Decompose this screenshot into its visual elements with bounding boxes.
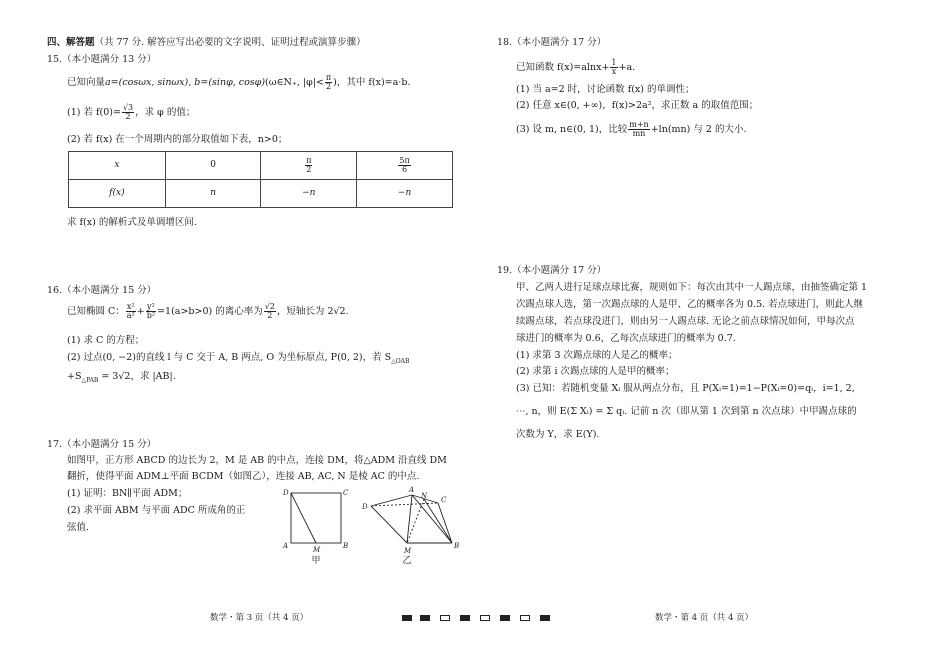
q19-line4: 球进门的概率为 0.6，乙每次点球进门的概率为 0.7. <box>516 333 736 344</box>
figure-jia-caption: 甲 <box>311 556 321 566</box>
q15-part2: (2) 若 f(x) 在一个周期内的部分取值如下表，n>0； <box>67 134 288 145</box>
q16-stem-a: 已知椭圆 C： <box>67 306 125 317</box>
q15-stem <box>67 74 410 91</box>
table-cell: −n <box>357 180 453 208</box>
square-abcd <box>291 493 341 543</box>
table-row <box>69 152 453 180</box>
segment-dm <box>291 493 316 543</box>
table-cell: 0 <box>165 152 261 180</box>
marker-square-empty <box>440 615 450 621</box>
q16-ecc-fraction: $\frac{√2}{2}$ <box>264 302 275 320</box>
q18-part2: (2) 任意 x∈(0, +∞)，f(x)>2a²，求正数 a 的取值范围； <box>516 100 759 111</box>
edge-dm <box>371 506 407 543</box>
q15-pi-fraction: $\frac{\pi}{2}$ <box>325 73 332 91</box>
vertex-label-m: M <box>313 546 321 554</box>
q17-part1: (1) 证明：BN∥平面 ADM； <box>67 488 188 499</box>
q19-header: 19.（本小题满分 17 分） <box>497 265 607 276</box>
q15-part1-a: (1) 若 f(0)= <box>67 107 121 118</box>
q15-stem-end: )，其中 f(x)=a·b. <box>333 77 411 88</box>
table-cell: −n <box>261 180 357 208</box>
q18-fraction: $\frac{1}{x}$ <box>611 58 617 76</box>
q15-part1-fraction: $\frac{√3}{2}$ <box>122 103 134 121</box>
q19-part2: (2) 求第 i 次踢点球的人是甲的概率； <box>516 366 675 377</box>
q18-part3-b: +ln(mn) 与 2 的大小. <box>650 124 747 135</box>
q17-part2a: (2) 求平面 ABM 与平面 ADC 所成角的正 <box>67 505 246 516</box>
section-note: （共 77 分. 解答应写出必要的文字说明、证明过程或演算步骤） <box>94 37 366 48</box>
q15-part1 <box>67 104 195 121</box>
q16-part2-a: (2) 过点(0, −2)的直线 l 与 C 交于 A, B 两点, O 为坐标原点, P(0, 2)，若 S <box>67 352 392 363</box>
q19-line2: 次踢点球人选，第一次踢点球的人是甲、乙的概率各为 0.5. 若点球进门，则此人继 <box>516 299 864 310</box>
q18-stem-b: +a. <box>618 62 636 73</box>
edge-da <box>371 495 412 506</box>
q15-header: 15.（本小题满分 13 分） <box>47 54 157 65</box>
table-cell <box>261 152 357 180</box>
footer-page-3: 数学・第 3 页（共 4 页） <box>210 613 309 623</box>
q18-stem <box>516 59 635 76</box>
table-cell: x <box>69 152 166 180</box>
edge-nb <box>424 499 452 543</box>
figure-yi <box>360 486 460 568</box>
q15-ask: 求 f(x) 的解析式及单调增区间. <box>67 217 197 228</box>
edge-cb <box>438 503 452 543</box>
q19-part3-line2: ⋯, n，则 E(Σ Xᵢ) = Σ qᵢ. 记前 n 次（即从第 1 次到第 n 次点球）中甲踢点球的 <box>516 406 857 417</box>
marker-square-filled <box>402 615 412 621</box>
q15-stem-text: 已知向量 <box>67 77 106 88</box>
q19-line3: 续踢点球，若点球没进门，则由另一人踢点球. 无论之前点球情况如何，甲每次点 <box>516 316 855 327</box>
section-title: 四、解答题 <box>47 37 95 48</box>
q18-part3 <box>516 121 746 138</box>
section-header <box>47 37 366 49</box>
vertex-label-b: B <box>343 542 349 550</box>
vertex-label-c: C <box>343 489 349 497</box>
q16-stem <box>67 303 349 320</box>
q17-line1: 如图甲，正方形 ABCD 的边长为 2，M 是 AB 的中点，连接 DM，将△ADM 沿直线 DM <box>67 455 447 466</box>
table-cell: n <box>165 180 261 208</box>
edge-am <box>407 495 412 543</box>
q16-part2-cont <box>67 371 176 384</box>
q16-header: 16.（本小题满分 15 分） <box>47 285 157 296</box>
q18-stem-a: 已知函数 f(x)=alnx+ <box>516 62 610 73</box>
table-cell <box>357 152 453 180</box>
q17-part2b: 弦值. <box>67 522 90 533</box>
vertex-label-n: N <box>421 492 428 500</box>
q16-stem-c: ，短轴长为 2√2. <box>276 306 349 317</box>
q16-stem-b: =1(a>b>0) 的离心率为 <box>157 306 263 317</box>
q15-part1-b: ，求 φ 的值； <box>135 107 196 118</box>
table-fraction-5pi-6: $\frac{5\pi}{6}$ <box>399 156 410 174</box>
q18-part3-a: (3) 设 m, n∈(0, 1)，比较 <box>516 124 628 135</box>
q17-header: 17.（本小题满分 15 分） <box>47 439 157 450</box>
q19-line1: 甲、乙两人进行足球点球比赛，规则如下：每次由其中一人踢点球，由抽签确定第 1 <box>516 282 868 293</box>
table-fraction-pi-2: $\frac{\pi}{2}$ <box>306 156 312 174</box>
table-row <box>69 180 453 208</box>
q19-part3-line3: 次数为 Y，求 E(Y). <box>516 429 600 440</box>
q15-vectors: a=(cosωx, sinωx), b=(sinφ, cosφ) <box>105 77 266 88</box>
q15-value-table <box>68 151 453 208</box>
marker-square-filled <box>540 615 550 621</box>
vertex-label-d: D <box>362 503 368 511</box>
q19-part1: (1) 求第 3 次踢点球的人是乙的概率； <box>516 350 678 361</box>
q16-x-fraction: $\frac{\text{x²}}{\text{a²}}$ <box>126 302 135 320</box>
q16-part2-b: +S <box>67 371 82 382</box>
footer-page-4: 数学・第 4 页（共 4 页） <box>655 613 754 623</box>
figure-jia <box>280 484 352 568</box>
vertex-label-m: M <box>404 547 412 555</box>
q18-part1: (1) 当 a=2 时，讨论函数 f(x) 的单调性； <box>516 84 695 95</box>
marker-square-empty <box>520 615 530 621</box>
vertex-label-a: A <box>283 542 289 550</box>
q16-plus: + <box>136 306 145 317</box>
vertex-label-a: A <box>409 486 415 494</box>
q17-line2: 翻折，使得平面 ADM⊥平面 BCDM（如图乙），连接 AB, AC, N 是棱 AC 的中点. <box>67 471 420 482</box>
marker-square-empty <box>480 615 490 621</box>
q18-header: 18.（本小题满分 17 分） <box>497 37 607 48</box>
q18-part3-fraction: $\frac{m+n}{mn}$ <box>629 120 649 138</box>
marker-square-filled <box>500 615 510 621</box>
marker-square-filled <box>420 615 430 621</box>
vertex-label-b: B <box>454 542 460 550</box>
q16-sub-oab: △OAB <box>391 357 410 365</box>
figure-yi-caption: 乙 <box>402 556 412 566</box>
q16-part2 <box>67 352 409 365</box>
q15-condition: (ω∈N₊, |φ|< <box>265 77 324 88</box>
q16-part2-c: = 3√2，求 |AB|. <box>98 371 176 382</box>
vertex-label-d: D <box>283 489 289 497</box>
q16-part1: (1) 求 C 的方程； <box>67 335 145 346</box>
table-cell: f(x) <box>69 180 166 208</box>
q16-sub-pab: △PAB <box>81 376 99 384</box>
vertex-label-c: C <box>441 496 447 504</box>
marker-square-filled <box>460 615 470 621</box>
q19-part3-line1: (3) 已知：若随机变量 Xᵢ 服从两点分布，且 P(Xᵢ=1)=1−P(Xᵢ=0)=qᵢ，i=1, 2, <box>516 383 855 394</box>
q16-y-fraction: $\frac{\text{y²}}{\text{b²}}$ <box>146 302 156 320</box>
